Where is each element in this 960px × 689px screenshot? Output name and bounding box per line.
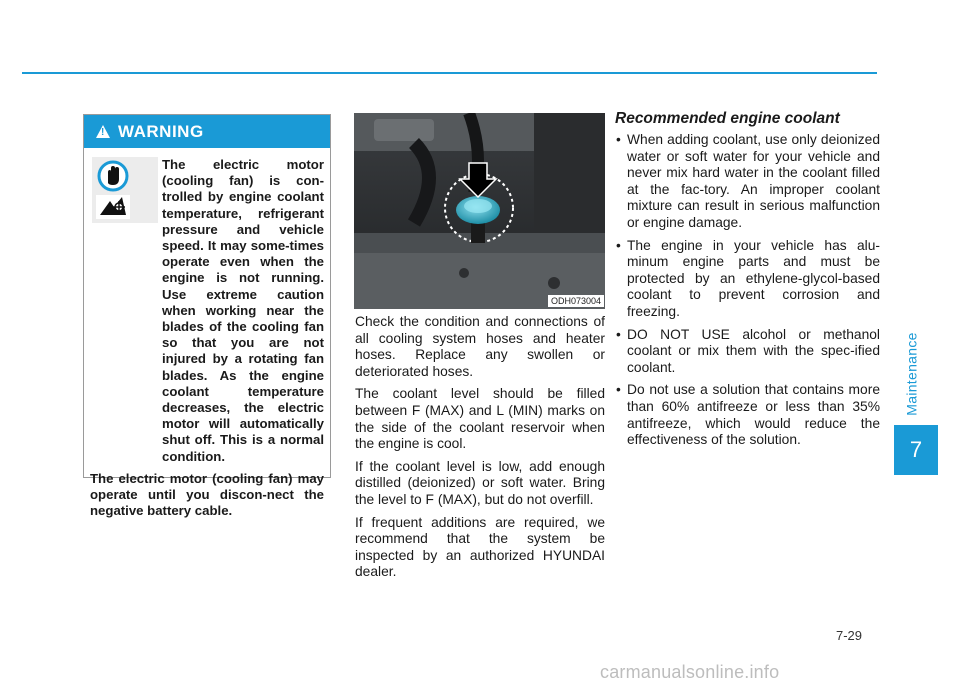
list-item: • The engine in your vehicle has alu-minum engine parts and must be protected by an ethylene-glycol-based coolant to prevent corrosion and freezing. <box>616 237 880 319</box>
section-side-label <box>900 330 922 425</box>
coolant-paragraph-1: Check the condition and connections of all cooling system hoses and heater hoses. Replace any swollen or deteriorated hoses. <box>355 314 605 379</box>
figure-code: ODH073004 <box>548 295 604 307</box>
coolant-bullet-list <box>612 132 880 449</box>
top-rule <box>22 72 877 74</box>
warning-header <box>84 115 330 148</box>
section-heading: Recommended engine coolant <box>615 110 840 127</box>
list-item: • Do not use a solution that contains more than 60% antifreeze or less than 35% antifreeze, which would reduce the effectiveness of the solution. <box>616 382 880 448</box>
recommended-coolant-section <box>612 110 880 455</box>
coolant-paragraph-2: The coolant level should be filled between F (MAX) and L (MIN) marks on the side of the coolant reservoir when the engine is cool. <box>355 386 605 452</box>
chapter-number: 7 <box>909 437 923 462</box>
coolant-paragraph-3: If the coolant level is low, add enough distilled (deionized) or soft water. Bring the level to F (MAX), but do not overfill. <box>355 458 605 507</box>
list-item: • DO NOT USE alcohol or methanol coolant or mix them with the spec-ified coolant. <box>616 326 880 375</box>
page-number: 7-29 <box>836 628 863 643</box>
chapter-tab[interactable] <box>894 425 938 475</box>
coolant-paragraph-4: If frequent additions are required, we recommend that the system be inspected by an authorized HYUNDAI dealer. <box>355 514 605 580</box>
warning-text <box>90 157 324 525</box>
section-name: Maintenance <box>903 332 920 416</box>
list-item: • When adding coolant, use only deionized water or soft water for your vehicle and never mix hard water in the coolant filled at the fac-tory. An improper coolant mixture can result in serious malfunction or engine damage. <box>616 132 880 230</box>
warning-triangle-icon <box>96 125 110 138</box>
engine-coolant-cap-photo <box>354 113 605 309</box>
warning-paragraph-1: The electric motor (cooling fan) is con-trolled by engine coolant temperature, refrigerant pressure and vehicle speed. It may some-times operate even when the engine is not running. Use extreme caution when working near the blades of the cooling fan so that you are not injured by a rotating fan blades. As the engine coolant temperature decreases, the electric motor will automatically shut off. This is a normal condition. <box>162 157 324 464</box>
coolant-check-text <box>355 314 605 587</box>
warning-paragraph-2: The electric motor (cooling fan) may operate until you discon-nect the negative battery cable. <box>90 470 324 519</box>
warning-title: WARNING <box>118 121 204 141</box>
watermark: carmanualsonline.info <box>600 662 780 682</box>
warning-box <box>83 114 331 519</box>
